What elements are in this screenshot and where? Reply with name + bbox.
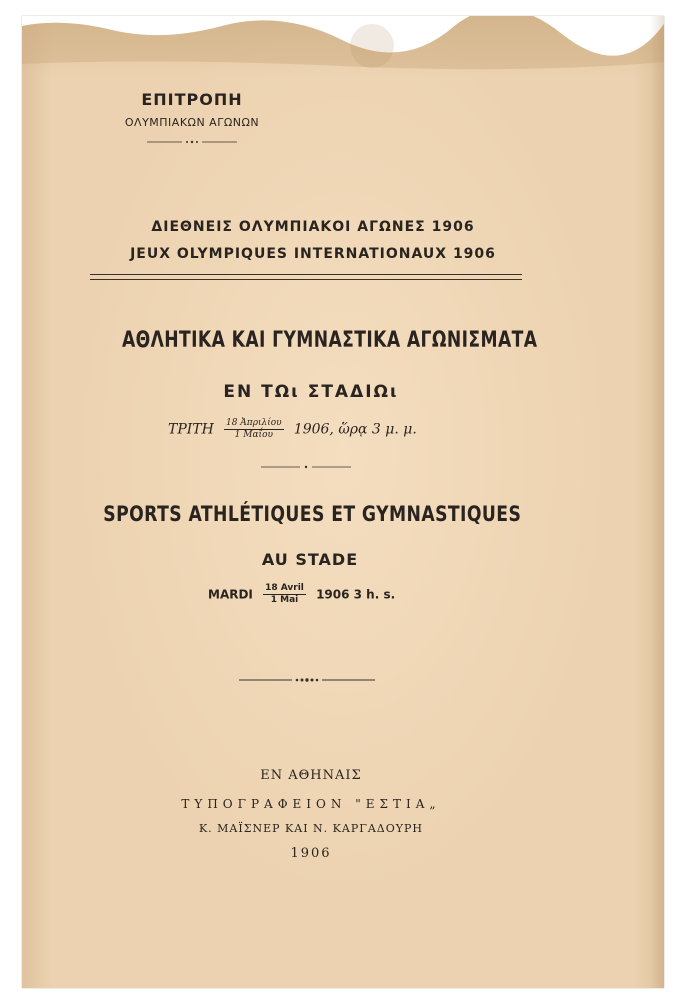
program-title-greek: ΑΘΛΗΤΙΚΑ ΚΑΙ ΓΥΜΝΑΣΤΙΚΑ ΑΓΩΝΙΣΜΑΤΑ (121, 328, 538, 353)
dotted-ornament-divider (237, 676, 377, 684)
games-title-french: JEUX OLYMPIQUES INTERNATIONAUX 1906 (130, 246, 496, 262)
date-time-french: 1906 3 h. s. (316, 587, 396, 602)
imprint-city: ΕΝ ΑΘΗΝΑΙΣ (260, 768, 362, 783)
committee-title: ΕΠΙΤΡΟΠΗ (141, 90, 243, 109)
program-date-french (208, 583, 395, 613)
imprint-year: 1906 (290, 846, 332, 861)
date-numerator-french: 18 Avril (265, 583, 304, 593)
program-date-greek (168, 418, 417, 448)
imprint-printer: ΤΥΠΟΓΡΑΦΕΙΟΝ "ΕΣΤΙΑ„ (181, 797, 441, 811)
games-title-greek: ΔΙΕΘΝΕΙΣ ΟΛΥΜΠΙΑΚΟΙ ΑΓΩΝΕΣ 1906 (151, 219, 475, 235)
date-day-greek: ΤΡΙΤΗ (168, 421, 214, 438)
double-rule-divider (90, 274, 522, 280)
date-fraction-french (263, 583, 306, 606)
date-fraction-greek (224, 418, 284, 441)
date-denominator-french: 1 Mai (270, 595, 299, 605)
small-ornament-divider (256, 463, 356, 471)
committee-subtitle: ΟΛΥΜΠΙΑΚΩΝ ΑΓΩΝΩΝ (124, 116, 260, 129)
document-page (22, 16, 664, 988)
date-numerator-greek: 18 Ἀπριλίου (225, 418, 282, 428)
worn-right-edge (650, 16, 664, 988)
program-subtitle-greek: ΕΝ ΤΩι ΣΤΑΔΙΩι (223, 382, 399, 402)
imprint-printers-names: Κ. ΜΑΪΣΝΕΡ ΚΑΙ Ν. ΚΑΡΓΑΔΟΥΡΗ (198, 822, 424, 835)
date-denominator-greek: 1 Μαΐου (234, 430, 273, 440)
program-title-french: SPORTS ATHLÉTIQUES ET GYMNASTIQUES (103, 502, 522, 526)
worn-top-edge (22, 16, 664, 76)
program-subtitle-french: AU STADE (261, 550, 359, 569)
date-time-greek: 1906, ὥρᾳ 3 μ. μ. (293, 421, 417, 438)
small-ornament-divider (142, 138, 242, 146)
date-day-french: MARDI (208, 587, 253, 602)
